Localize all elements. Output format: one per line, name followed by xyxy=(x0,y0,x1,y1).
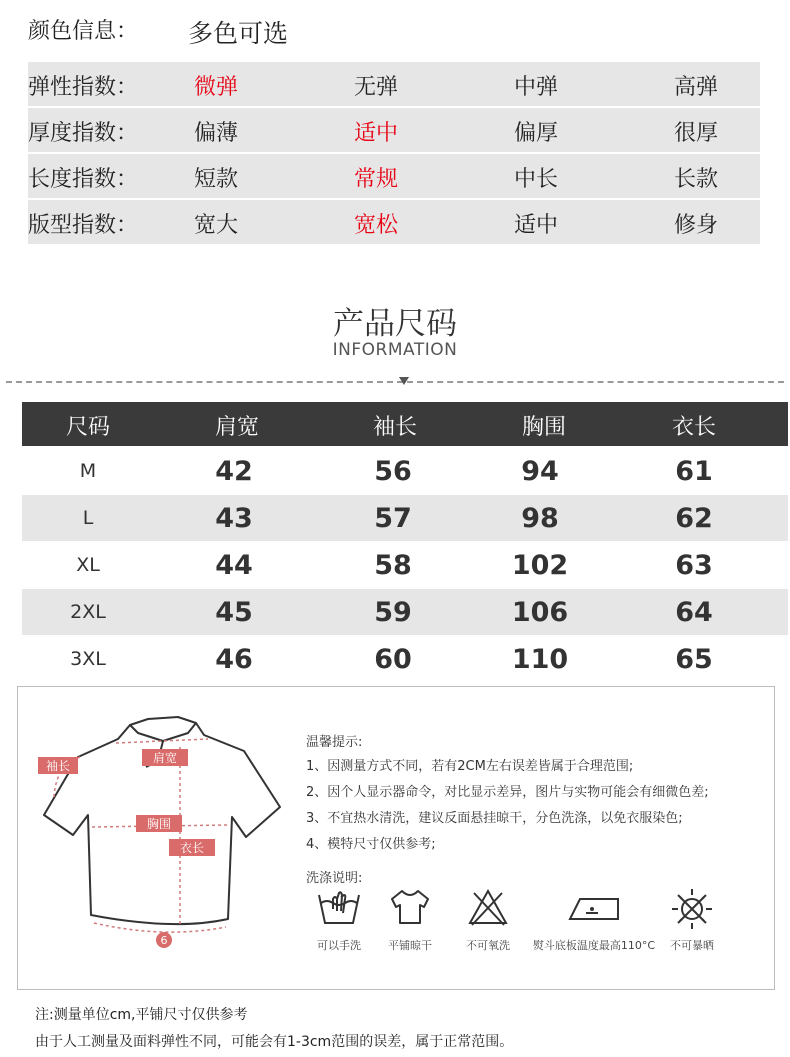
wash-label: 不可暴晒 xyxy=(670,939,714,952)
table-row xyxy=(22,448,788,494)
table-row xyxy=(22,589,788,635)
color-info-label: 颜色信息： xyxy=(28,19,139,44)
measurement-note: 注:测量单位cm,平铺尺寸仅供参考 xyxy=(35,1007,248,1023)
cell-value: 106 xyxy=(511,597,569,628)
col-header-chest: 胸围 xyxy=(521,415,567,440)
attr-row-fit xyxy=(28,200,760,244)
wash-label: 熨斗底板温度最高110°C xyxy=(532,939,656,952)
info-box xyxy=(17,686,775,990)
attr-option: 长款 xyxy=(674,167,719,192)
no-sun-icon xyxy=(670,887,714,931)
table-row xyxy=(22,636,788,682)
flat-dry-icon xyxy=(388,887,432,927)
cell-value: 43 xyxy=(215,503,253,534)
divider xyxy=(6,381,784,383)
cell-value: 42 xyxy=(215,456,253,487)
sleeve-tag xyxy=(38,757,78,774)
chest-tag-label: 胸围 xyxy=(146,817,172,831)
wash-label: 不可氧洗 xyxy=(466,939,510,952)
cell-value: 60 xyxy=(374,644,412,675)
attr-option-selected: 宽松 xyxy=(354,213,399,238)
attr-option: 偏薄 xyxy=(194,121,239,146)
no-bleach-icon xyxy=(466,887,510,927)
attr-label: 弹性指数： xyxy=(28,75,139,100)
cell-value: 57 xyxy=(374,503,412,534)
cell-value: 63 xyxy=(675,550,713,581)
cell-value: 56 xyxy=(374,456,412,487)
color-info-value: 多色可选 xyxy=(188,19,289,48)
cell-size: M xyxy=(79,460,97,482)
cell-value: 94 xyxy=(521,456,559,487)
length-tag-label: 衣长 xyxy=(179,841,205,855)
cell-value: 98 xyxy=(521,503,559,534)
attr-row-elasticity xyxy=(28,62,760,106)
shirt-diagram xyxy=(18,687,298,987)
attr-option: 修身 xyxy=(674,213,719,238)
attr-row-length xyxy=(28,154,760,198)
attr-option: 很厚 xyxy=(674,121,719,146)
attr-option-selected: 适中 xyxy=(354,121,399,146)
cell-value: 61 xyxy=(675,456,713,487)
section-title: 产品尺码 xyxy=(333,306,457,342)
cell-value: 58 xyxy=(374,550,412,581)
cell-value: 102 xyxy=(511,550,569,581)
length-tag xyxy=(169,839,215,856)
hem-badge xyxy=(156,932,172,948)
cell-value: 45 xyxy=(215,597,253,628)
cell-size: 3XL xyxy=(70,648,106,670)
attr-option: 短款 xyxy=(194,167,239,192)
hem-badge-label: 6 xyxy=(160,934,168,947)
hand-wash-icon xyxy=(317,887,361,927)
attr-option: 偏厚 xyxy=(514,121,559,146)
cell-value: 44 xyxy=(215,550,253,581)
wash-label: 可以手洗 xyxy=(317,939,361,952)
col-header-shoulder: 肩宽 xyxy=(214,415,260,440)
col-header-size: 尺码 xyxy=(65,415,111,440)
cell-value: 65 xyxy=(675,644,713,675)
shoulder-tag xyxy=(142,749,188,766)
cell-value: 110 xyxy=(511,644,569,675)
washing-title: 洗涤说明: xyxy=(306,871,363,886)
cell-size: 2XL xyxy=(70,601,106,623)
section-subtitle: INFORMATION xyxy=(332,340,458,360)
color-info xyxy=(0,0,790,60)
iron-icon xyxy=(566,887,622,927)
attr-option: 无弹 xyxy=(354,75,399,100)
attr-label: 长度指数： xyxy=(28,167,139,192)
attr-option: 中弹 xyxy=(514,75,559,100)
cell-size: XL xyxy=(76,554,100,576)
tip-item: 3、不宜热水清洗，建议反面悬挂晾干，分色洗涤，以免衣服染色; xyxy=(306,811,683,826)
sleeve-tag-label: 袖长 xyxy=(45,759,71,773)
cell-value: 46 xyxy=(215,644,253,675)
attr-option: 中长 xyxy=(514,167,559,192)
chest-tag xyxy=(136,815,182,832)
attr-option-selected: 微弹 xyxy=(194,75,239,100)
tip-item: 4、模特尺寸仅供参考; xyxy=(306,837,436,852)
cell-value: 62 xyxy=(675,503,713,534)
attr-label: 厚度指数： xyxy=(28,121,139,146)
tips-title: 温馨提示: xyxy=(306,735,363,750)
attr-label: 版型指数： xyxy=(28,213,139,238)
size-table-header xyxy=(22,402,788,446)
attr-row-thickness xyxy=(28,108,760,152)
attr-option: 宽大 xyxy=(194,213,239,238)
table-row xyxy=(22,542,788,588)
col-header-sleeve: 袖长 xyxy=(372,415,418,440)
attr-option: 高弹 xyxy=(674,75,719,100)
cell-value: 64 xyxy=(675,597,713,628)
tip-item: 1、因测量方式不同，若有2CM左右误差皆属于合理范围; xyxy=(306,759,634,774)
tip-item: 2、因个人显示器命令，对比显示差异，图片与实物可能会有细微色差; xyxy=(306,785,709,800)
attr-option-selected: 常规 xyxy=(354,167,399,192)
cell-value: 59 xyxy=(374,597,412,628)
attr-option: 适中 xyxy=(514,213,559,238)
cell-size: L xyxy=(82,507,94,529)
error-note: 由于人工测量及面料弹性不同，可能会有1-3cm范围的误差，属于正常范围。 xyxy=(35,1034,514,1050)
shoulder-tag-label: 肩宽 xyxy=(152,751,178,765)
table-row xyxy=(22,495,788,541)
col-header-length: 衣长 xyxy=(671,415,717,440)
wash-label: 平铺晾干 xyxy=(388,939,432,952)
